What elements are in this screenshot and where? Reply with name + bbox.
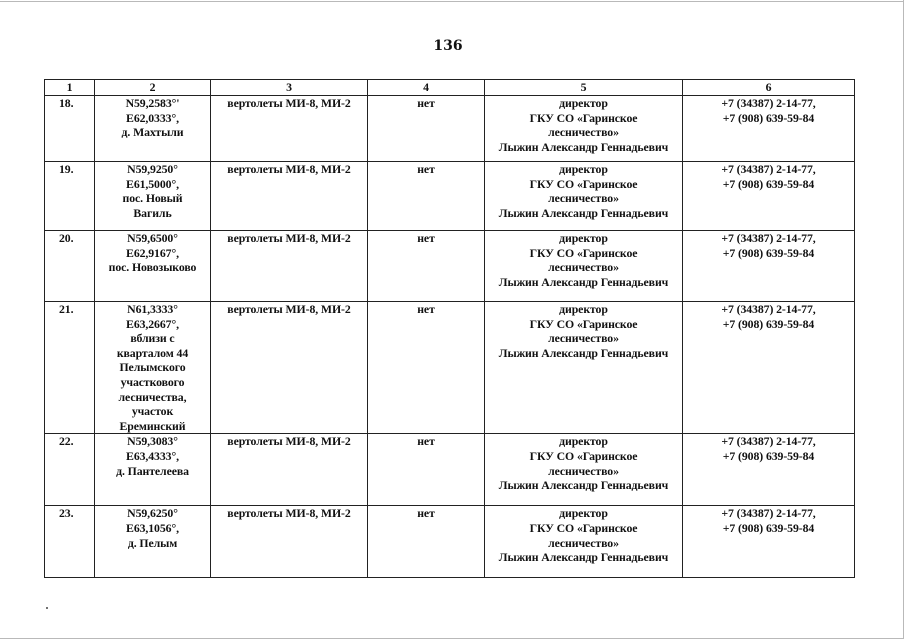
coordinates-cell-line: E63,1056°, — [126, 520, 179, 535]
responsible-cell — [485, 302, 683, 434]
page-number: 136 — [433, 38, 463, 54]
coordinates-cell — [95, 506, 211, 578]
responsible-cell — [485, 506, 683, 578]
column-header: 3 — [211, 80, 368, 96]
phones-cell-line: +7 (908) 639-59-84 — [722, 448, 815, 463]
coordinates-cell-line: N61,3333° — [127, 302, 178, 316]
table-row — [45, 231, 855, 302]
responsible-cell-line: Лыжин Александр Геннадьевич — [498, 139, 669, 154]
phones-cell-line: +7 (908) 639-59-84 — [722, 176, 815, 191]
aircraft-cell: вертолеты МИ-8, МИ-2 — [211, 434, 368, 506]
availability-cell: нет — [368, 434, 485, 506]
page-edge-bottom — [0, 638, 904, 639]
responsible-cell-line: Лыжин Александр Геннадьевич — [498, 205, 669, 220]
aircraft-cell: вертолеты МИ-8, МИ-2 — [211, 506, 368, 578]
coordinates-cell — [95, 96, 211, 162]
responsible-cell-line: директор — [559, 162, 608, 176]
table-row — [45, 96, 855, 162]
responsible-cell-lines — [488, 96, 679, 154]
table-row — [45, 434, 855, 506]
coordinates-cell — [95, 434, 211, 506]
responsible-cell-line: ГКУ СО «Гаринское — [529, 245, 638, 260]
column-header: 4 — [368, 80, 485, 96]
phones-cell — [683, 506, 855, 578]
responsible-cell-lines — [488, 434, 679, 492]
responsible-cell — [485, 231, 683, 302]
phones-cell — [683, 162, 855, 231]
availability-cell: нет — [368, 96, 485, 162]
coordinates-cell-line: N59,6250° — [127, 506, 178, 521]
column-header: 2 — [95, 80, 211, 96]
phones-cell-line: +7 (34387) 2-14-77, — [721, 506, 816, 521]
responsible-cell-line: лесничество» — [548, 331, 619, 346]
coordinates-cell-line: пос. Новый — [122, 191, 183, 206]
phones-cell-line: +7 (34387) 2-14-77, — [721, 162, 816, 176]
coordinates-cell-line: N59,6500° — [127, 231, 178, 245]
phones-cell-line: +7 (34387) 2-14-77, — [721, 231, 816, 245]
phones-cell-line: +7 (34387) 2-14-77, — [721, 96, 816, 110]
phones-cell-line: +7 (908) 639-59-84 — [722, 316, 815, 331]
responsible-cell-line: ГКУ СО «Гаринское — [529, 176, 638, 191]
responsible-cell — [485, 162, 683, 231]
phones-cell-line: +7 (34387) 2-14-77, — [721, 302, 816, 316]
row-number: 19. — [45, 162, 95, 231]
responsible-cell-lines — [488, 231, 679, 289]
responsible-cell-lines — [488, 506, 679, 564]
coordinates-cell-lines — [98, 96, 207, 140]
responsible-cell-line: директор — [559, 231, 608, 245]
coordinates-cell — [95, 231, 211, 302]
coordinates-cell-lines — [98, 506, 207, 550]
table-row — [45, 506, 855, 578]
table-header-row — [45, 80, 855, 96]
responsible-cell-line: ГКУ СО «Гаринское — [529, 110, 638, 125]
row-number: 21. — [45, 302, 95, 434]
responsible-cell-line: лесничество» — [548, 535, 619, 550]
responsible-cell-line: Лыжин Александр Геннадьевич — [498, 478, 669, 493]
coordinates-cell-line: участок — [131, 404, 174, 419]
row-number: 20. — [45, 231, 95, 302]
column-header: 1 — [45, 80, 95, 96]
table-row — [45, 302, 855, 434]
phones-cell-line: +7 (908) 639-59-84 — [722, 245, 815, 260]
table-body — [45, 96, 855, 578]
coordinates-cell-line: д. Пелым — [127, 535, 178, 550]
coordinates-cell-line: Вагиль — [133, 205, 172, 220]
stray-mark — [46, 607, 48, 609]
coordinates-cell-line: вблизи с — [130, 331, 175, 346]
column-header: 5 — [485, 80, 683, 96]
phones-cell-lines — [686, 434, 851, 463]
aircraft-cell: вертолеты МИ-8, МИ-2 — [211, 302, 368, 434]
phones-cell-lines — [686, 506, 851, 535]
page-edge-right — [903, 0, 904, 639]
responsible-cell-line: ГКУ СО «Гаринское — [529, 448, 638, 463]
coordinates-cell-line: N59,2583°' — [125, 96, 180, 110]
availability-cell: нет — [368, 162, 485, 231]
phones-cell — [683, 434, 855, 506]
page-edge-top — [0, 1, 904, 2]
coordinates-cell-line: E63,2667°, — [126, 316, 179, 331]
coordinates-cell-lines — [98, 302, 207, 433]
row-number: 23. — [45, 506, 95, 578]
coordinates-cell-line: Пелымского — [119, 360, 186, 375]
availability-cell: нет — [368, 506, 485, 578]
phones-cell-lines — [686, 96, 851, 125]
responsible-cell-lines — [488, 162, 679, 220]
coordinates-cell — [95, 302, 211, 434]
column-header: 6 — [683, 80, 855, 96]
coordinates-cell-line: N59,3083° — [127, 434, 178, 449]
row-number: 22. — [45, 434, 95, 506]
phones-cell — [683, 96, 855, 162]
responsible-cell-line: директор — [559, 434, 608, 449]
phones-cell-lines — [686, 302, 851, 331]
responsible-cell-line: лесничество» — [548, 125, 619, 140]
availability-cell: нет — [368, 302, 485, 434]
coordinates-cell — [95, 162, 211, 231]
responsible-cell — [485, 96, 683, 162]
responsible-cell-line: ГКУ СО «Гаринское — [529, 316, 638, 331]
coordinates-cell-lines — [98, 231, 207, 275]
responsible-cell-line: ГКУ СО «Гаринское — [529, 520, 638, 535]
row-number: 18. — [45, 96, 95, 162]
aircraft-cell: вертолеты МИ-8, МИ-2 — [211, 96, 368, 162]
availability-cell: нет — [368, 231, 485, 302]
data-table — [44, 79, 855, 578]
aircraft-cell: вертолеты МИ-8, МИ-2 — [211, 231, 368, 302]
responsible-cell-line: Лыжин Александр Геннадьевич — [498, 345, 669, 360]
coordinates-cell-line: лесничества, — [118, 389, 187, 404]
phones-cell-line: +7 (908) 639-59-84 — [722, 520, 815, 535]
phones-cell-line: +7 (34387) 2-14-77, — [721, 434, 816, 449]
coordinates-cell-line: E62,0333°, — [126, 110, 179, 125]
coordinates-cell-line: E61,5000°, — [126, 176, 179, 191]
responsible-cell-line: Лыжин Александр Геннадьевич — [498, 274, 669, 289]
coordinates-cell-line: E62,9167°, — [126, 245, 179, 260]
phones-cell-lines — [686, 162, 851, 191]
responsible-cell-line: директор — [559, 96, 608, 110]
coordinates-cell-line: E63,4333°, — [126, 448, 179, 463]
responsible-cell-line: Лыжин Александр Геннадьевич — [498, 550, 669, 565]
responsible-cell-line: директор — [559, 506, 608, 521]
responsible-cell-line: лесничество» — [548, 463, 619, 478]
phones-cell — [683, 302, 855, 434]
coordinates-cell-lines — [98, 434, 207, 478]
coordinates-cell-line: д. Пантелеева — [116, 463, 189, 478]
responsible-cell-lines — [488, 302, 679, 360]
coordinates-cell-line: участкового — [120, 374, 185, 389]
coordinates-cell-line: пос. Новозыково — [108, 260, 197, 275]
coordinates-cell-line: д. Махтыли — [121, 125, 184, 140]
responsible-cell-line: директор — [559, 302, 608, 316]
table-row — [45, 162, 855, 231]
coordinates-cell-line: кварталом 44 — [116, 345, 189, 360]
responsible-cell-line: лесничество» — [548, 260, 619, 275]
aircraft-cell: вертолеты МИ-8, МИ-2 — [211, 162, 368, 231]
coordinates-cell-line: Ереминский — [119, 418, 186, 433]
phones-cell-lines — [686, 231, 851, 260]
phones-cell-line: +7 (908) 639-59-84 — [722, 110, 815, 125]
coordinates-cell-lines — [98, 162, 207, 220]
phones-cell — [683, 231, 855, 302]
responsible-cell-line: лесничество» — [548, 191, 619, 206]
responsible-cell — [485, 434, 683, 506]
coordinates-cell-line: N59,9250° — [127, 162, 178, 176]
